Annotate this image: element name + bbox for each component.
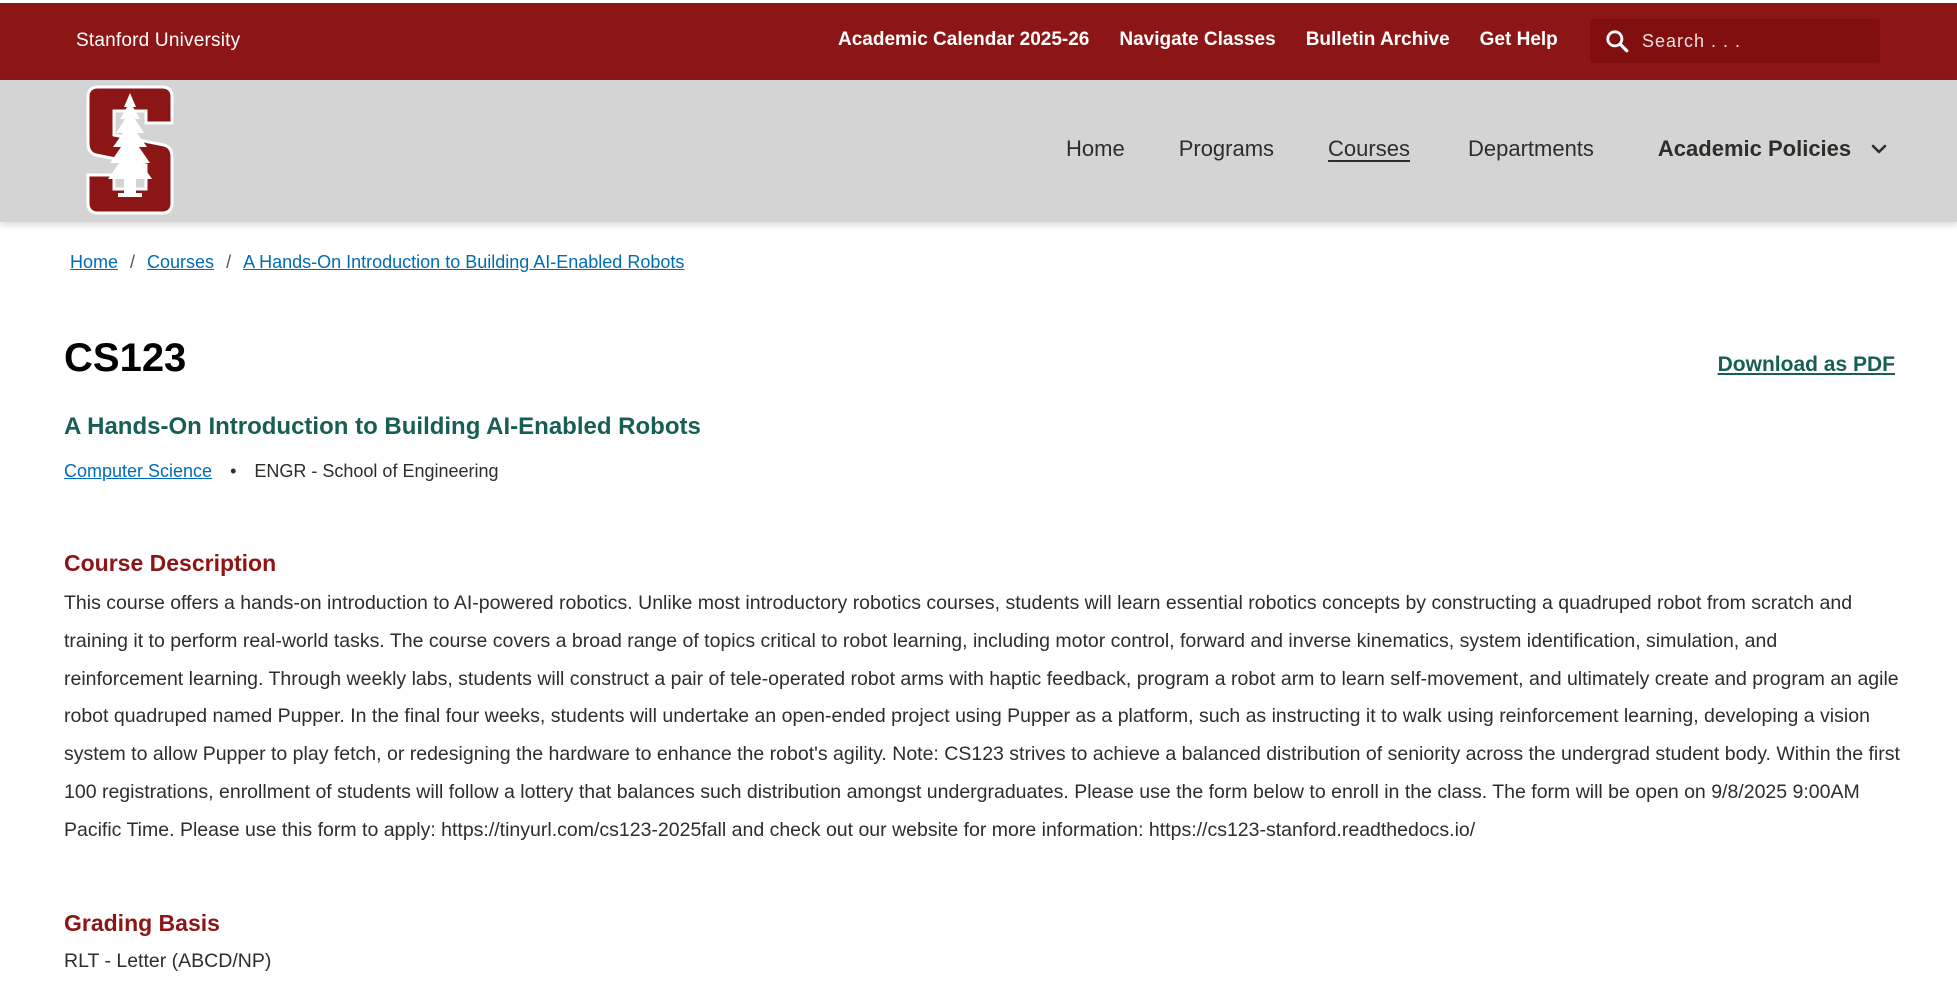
- nav-courses[interactable]: Courses: [1328, 136, 1410, 161]
- main-navigation-bar: [0, 80, 1957, 222]
- primary-nav: [1066, 136, 1887, 162]
- breadcrumb-current-course[interactable]: A Hands-On Introduction to Building AI-Enabled Robots: [243, 252, 685, 272]
- nav-home[interactable]: Home: [1066, 136, 1125, 161]
- nav-programs[interactable]: Programs: [1178, 136, 1275, 161]
- nav-departments[interactable]: Departments: [1467, 136, 1594, 161]
- meta-separator: •: [230, 461, 237, 481]
- chevron-down-icon[interactable]: [1871, 143, 1887, 155]
- stanford-block-s-logo-icon[interactable]: [84, 83, 176, 217]
- breadcrumb-home[interactable]: Home: [70, 252, 119, 272]
- navigate-classes-link[interactable]: Navigate Classes: [1119, 29, 1276, 50]
- course-code: CS123: [64, 336, 187, 380]
- breadcrumb-courses[interactable]: Courses: [147, 252, 215, 272]
- grading-basis-value: RLT - Letter (ABCD/NP): [64, 950, 272, 972]
- download-pdf-link[interactable]: Download as PDF: [1717, 353, 1895, 376]
- school-name: ENGR - School of Engineering: [254, 461, 499, 481]
- course-description-text: This course offers a hands-on introduction to AI-powered robotics. Unlike most introductory robotics courses, students will learn essential robotics concepts by constructing a quadruped robot from scratch and training it to perform real-world tasks. The course covers a broad range of topics critical to robot learning, including motor control, forward and inverse kinematics, system identification, simulation, and reinforcement learning. Through weekly labs, students will construct a pair of tele-operated robot arms with haptic feedback, program a robot arm to learn self-movement, and ultimately create and program an agile robot quadruped named Pupper. In the final four weeks, students will undertake an open-ended project using Pupper as a platform, such as instructing it to walk using reinforcement learning, developing a vision system to allow Pupper to play fetch, or redesigning the hardware to enhance the robot's agility. Note: CS123 strives to achieve a balanced distribution of seniority across the undergrad student body. Within the first 100 registrations, enrollment of students will follow a lottery that balances such distribution amongst undergraduates. Please use the form below to enroll in the class. The form will be open on 9/8/2025 9:00AM Pacific Time. Please use this form to apply: https://tinyurl.com/cs123-2025fall and check out our website for more information: https://cs123-stanford.readthedocs.io/: [64, 592, 1900, 841]
- top-brand-bar: [0, 0, 1957, 80]
- search-input[interactable]: [1642, 31, 1862, 52]
- bulletin-archive-link[interactable]: Bulletin Archive: [1305, 29, 1450, 50]
- course-title: A Hands-On Introduction to Building AI-Enabled Robots: [64, 413, 701, 440]
- course-meta: [64, 461, 499, 482]
- academic-calendar-link[interactable]: Academic Calendar 2025-26: [838, 29, 1090, 50]
- course-description-heading: Course Description: [64, 550, 277, 576]
- nav-academic-policies-label: Academic Policies: [1657, 136, 1852, 161]
- search-box[interactable]: [1590, 19, 1880, 63]
- breadcrumb-separator: /: [226, 252, 232, 272]
- search-icon[interactable]: [1604, 28, 1630, 54]
- grading-basis-heading: Grading Basis: [64, 910, 220, 936]
- university-name[interactable]: Stanford University: [76, 30, 241, 51]
- utility-links: [838, 29, 1558, 51]
- breadcrumb-separator: /: [130, 252, 136, 272]
- get-help-link[interactable]: Get Help: [1479, 29, 1558, 50]
- nav-academic-policies[interactable]: [1658, 136, 1887, 162]
- breadcrumb: [70, 252, 684, 273]
- department-link[interactable]: Computer Science: [64, 461, 213, 481]
